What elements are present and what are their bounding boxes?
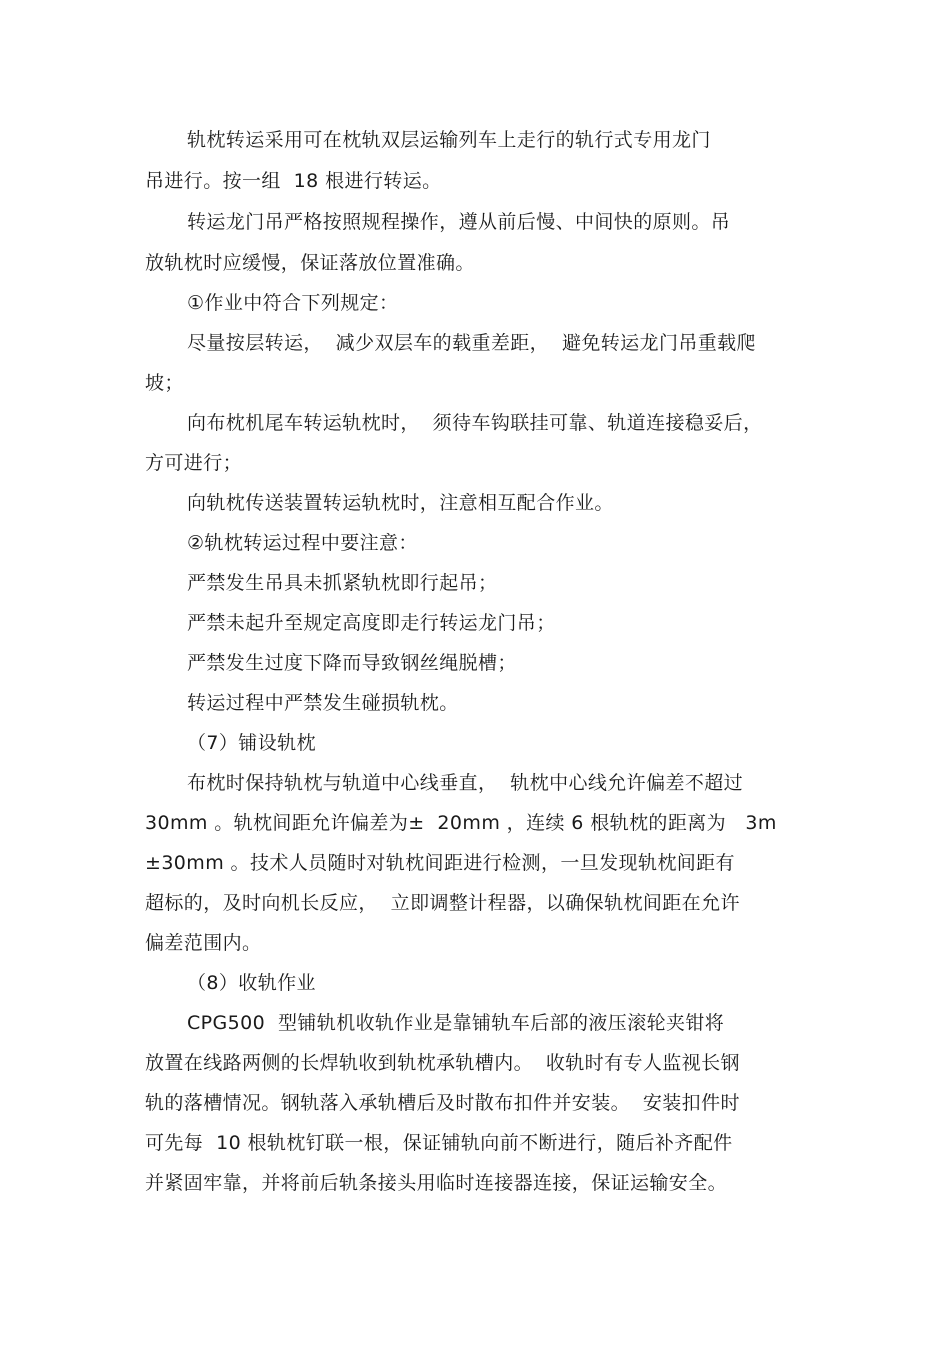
- section-heading: （7）铺设轨枕: [187, 732, 316, 754]
- paragraph-line: 方可进行；: [145, 452, 243, 474]
- paragraph-line: 30mm 。轨枕间距允许偏差为± 20mm ，连续 6 根轨枕的距离为 3m: [145, 812, 777, 834]
- paragraph-line: 坡；: [145, 372, 184, 394]
- list-heading: ②轨枕转运过程中要注意：: [187, 532, 418, 554]
- paragraph-line: 吊进行。按一组 18 根进行转运。: [145, 170, 442, 192]
- paragraph-line: 放置在线路两侧的长焊轨收到轨枕承轨槽内。 收轨时有专人监视长钢: [145, 1052, 740, 1074]
- paragraph-line: 偏差范围内。: [145, 932, 262, 954]
- paragraph-line: 转运过程中严禁发生碰损轨枕。: [187, 692, 459, 714]
- paragraph-line: 严禁发生过度下降而导致钢丝绳脱槽；: [187, 652, 517, 674]
- paragraph-line: 转运龙门吊严格按照规程操作，遵从前后慢、中间快的原则。吊: [187, 211, 731, 233]
- paragraph-line: 向布枕机尾车转运轨枕时， 须待车钩联挂可靠、轨道连接稳妥后，: [187, 412, 763, 434]
- list-heading: ①作业中符合下列规定：: [187, 292, 399, 314]
- paragraph-line: 布枕时保持轨枕与轨道中心线垂直， 轨枕中心线允许偏差不超过: [187, 772, 744, 794]
- paragraph-line: 向轨枕传送装置转运轨枕时，注意相互配合作业。: [187, 492, 614, 514]
- paragraph-line: 超标的，及时向机长反应， 立即调整计程器，以确保轨枕间距在允许: [145, 892, 740, 914]
- paragraph-line: 轨的落槽情况。钢轨落入承轨槽后及时散布扣件并安装。 安装扣件时: [145, 1092, 740, 1114]
- section-heading: （8）收轨作业: [187, 972, 316, 994]
- paragraph-line: 尽量按层转运， 减少双层车的载重差距， 避免转运龙门吊重载爬: [187, 332, 756, 354]
- paragraph-line: ±30mm 。技术人员随时对轨枕间距进行检测，一旦发现轨枕间距有: [145, 852, 735, 874]
- paragraph-line: CPG500 型铺轨机收轨作业是靠铺轨车后部的液压滚轮夹钳将: [187, 1012, 725, 1034]
- paragraph-line: 严禁未起升至规定高度即走行转运龙门吊；: [187, 612, 556, 634]
- paragraph-line: 可先每 10 根轨枕钉联一根，保证铺轨向前不断进行，随后补齐配件: [145, 1132, 733, 1154]
- paragraph-line: 并紧固牢靠，并将前后轨条接头用临时连接器连接，保证运输安全。: [145, 1172, 728, 1194]
- paragraph-line: 轨枕转运采用可在枕轨双层运输列车上走行的轨行式专用龙门: [187, 129, 711, 151]
- paragraph-line: 严禁发生吊具未抓紧轨枕即行起吊；: [187, 572, 498, 594]
- paragraph-line: 放轨枕时应缓慢，保证落放位置准确。: [145, 252, 475, 274]
